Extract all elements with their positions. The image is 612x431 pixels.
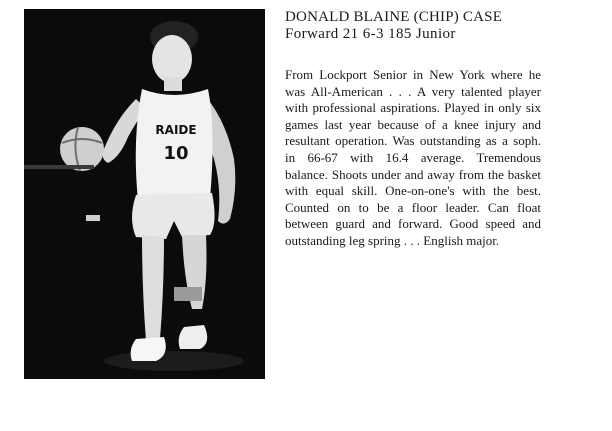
- player-name: DONALD BLAINE (CHIP) CASE: [285, 9, 503, 25]
- jersey-lettering: RAIDE: [155, 123, 197, 137]
- player-bio: From Lockport Senior in New York where he was All-American . . . A very talented player with professional aspirations. Played in only six games last year because of a knee injury and resultant operation. Was outstanding as a soph. in 66-67 with 16.4 average. Tremendous balance. Shoots under and away from the basket with equal skill. One-on-one's with the best. Counted on to be a floor leader. Can float between guard and forward. Good speed and outstanding leg spring . . . English major.: [285, 67, 541, 248]
- player-photo: [24, 9, 265, 379]
- player-profile: [285, 9, 541, 250]
- player-stats: Forward 21 6-3 185 Junior: [285, 26, 456, 42]
- jersey-number: 10: [163, 143, 189, 164]
